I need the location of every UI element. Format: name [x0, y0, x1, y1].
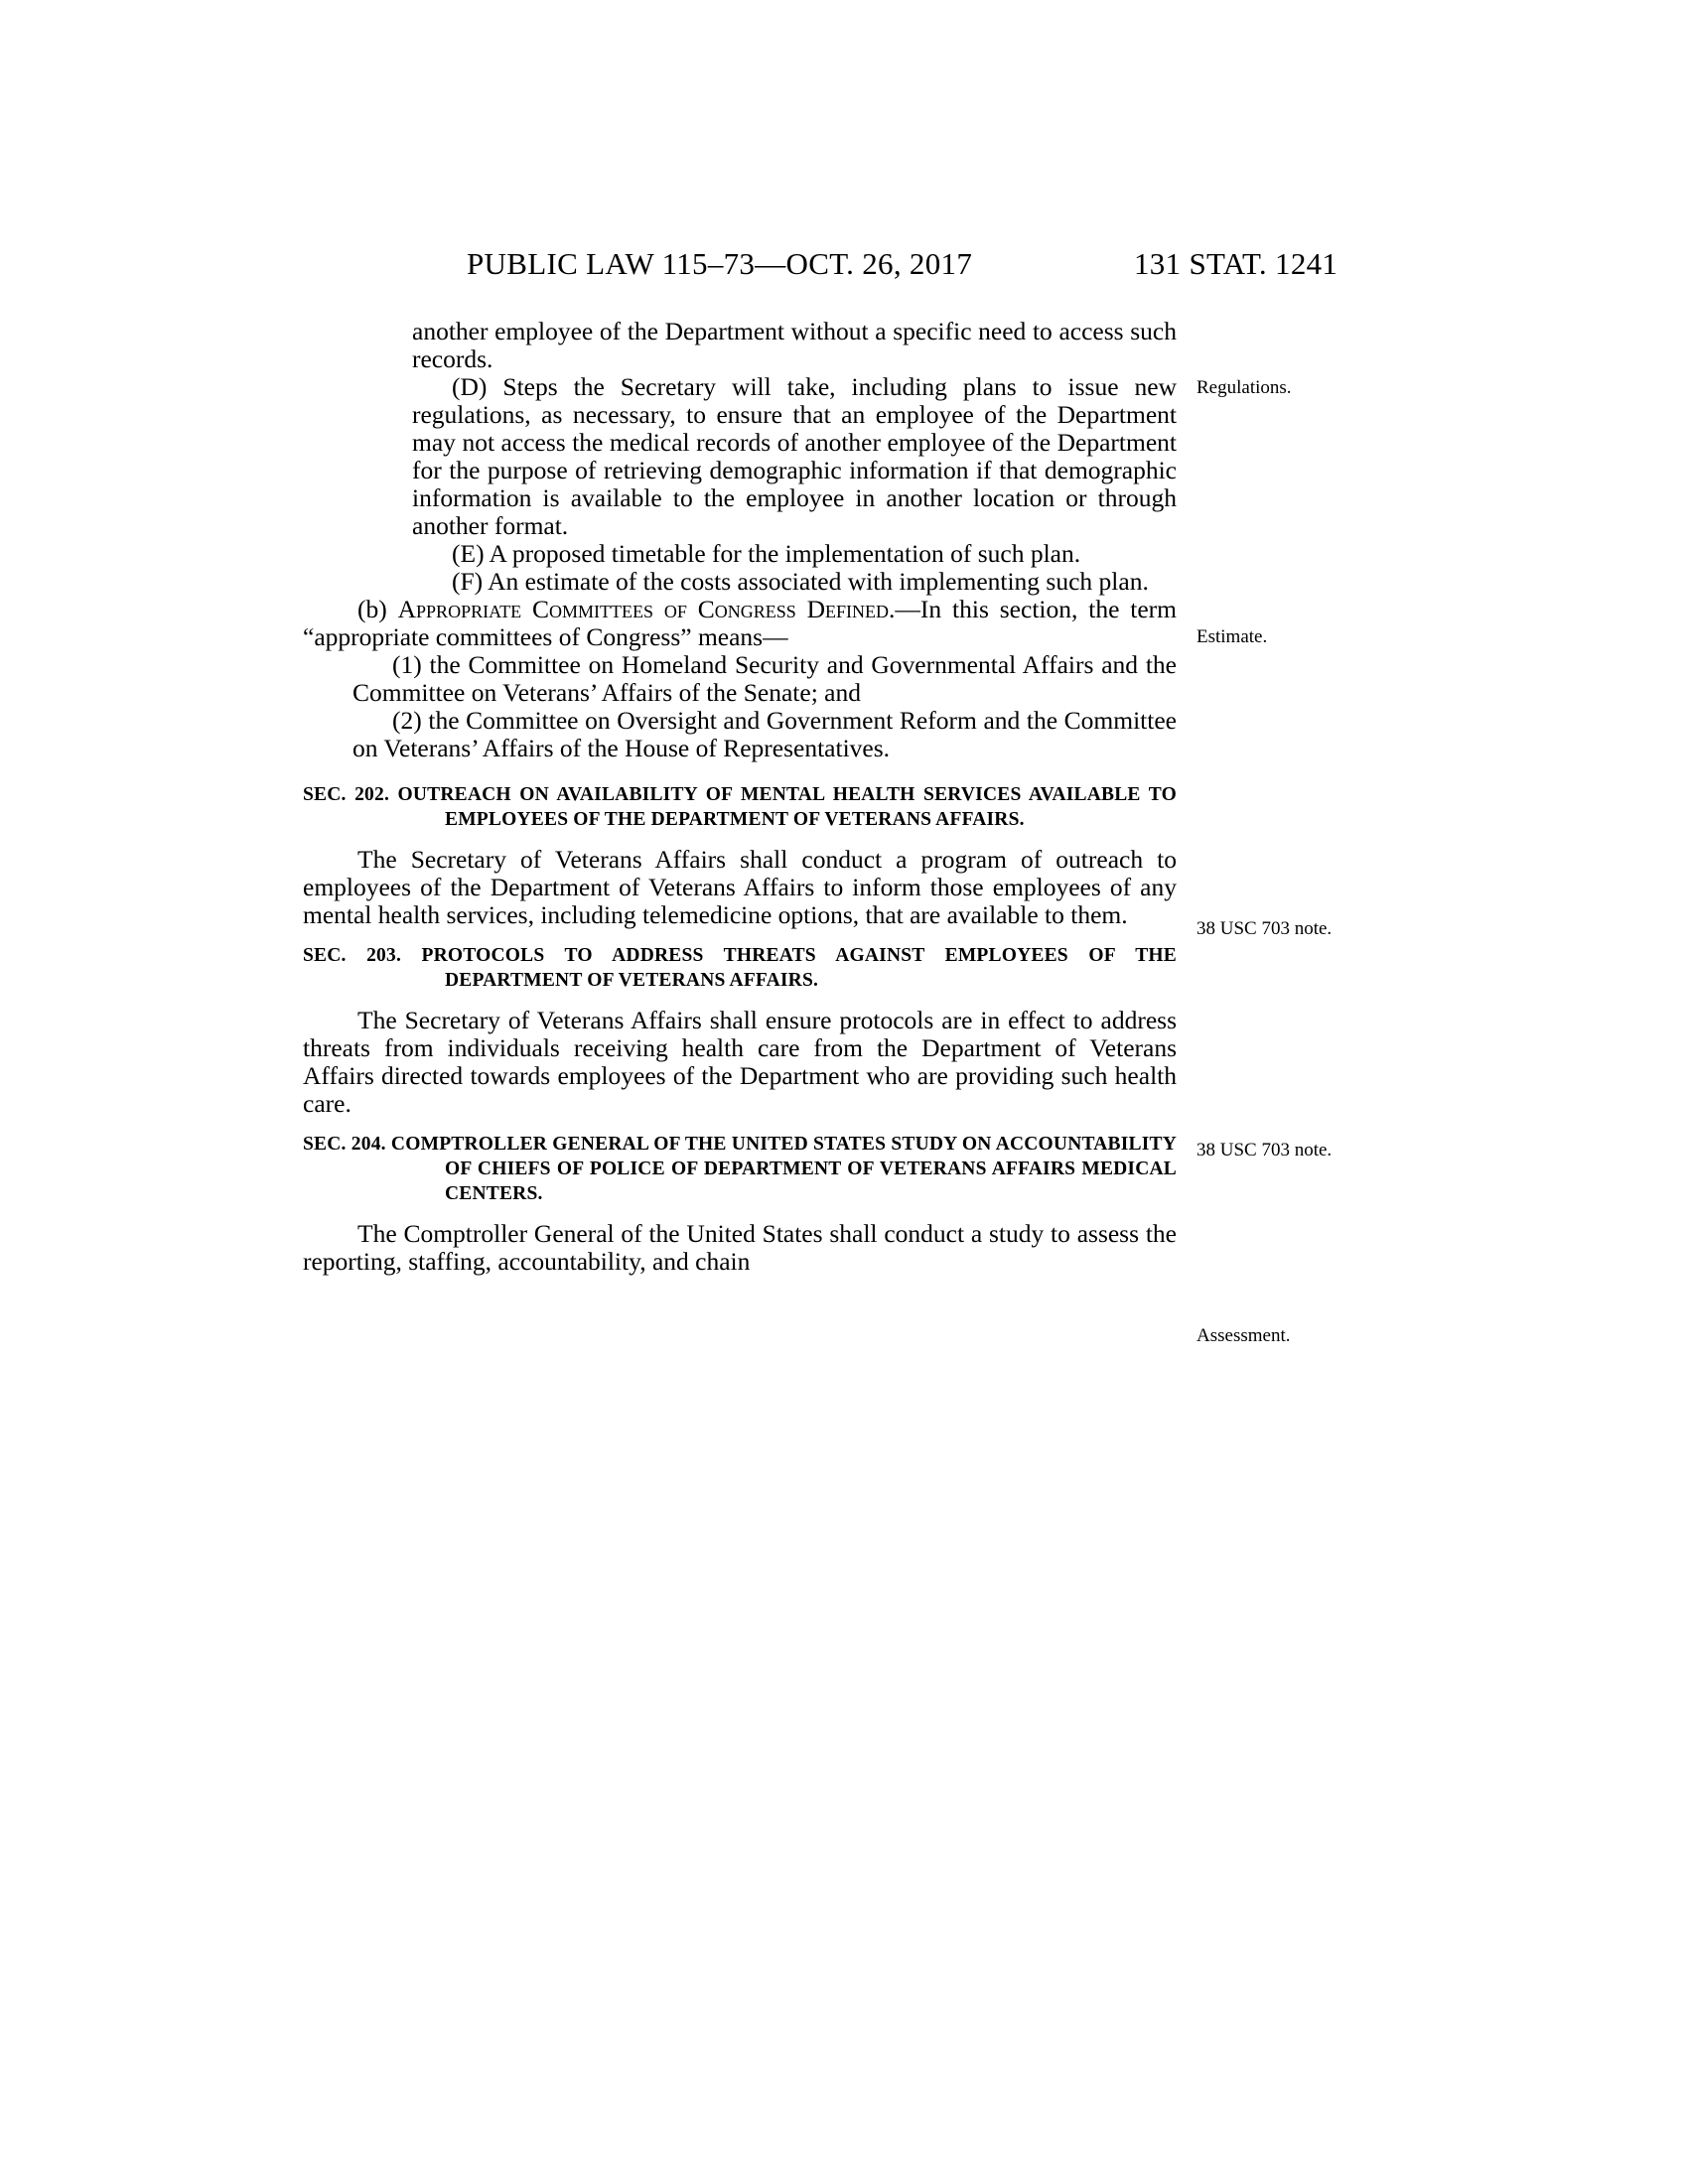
margin-note-assessment: Assessment.: [1196, 1325, 1291, 1346]
item-e-paragraph: (E) A proposed timetable for the implementation of such plan.: [452, 539, 1081, 568]
spacer: [303, 1118, 1177, 1132]
margin-note-regulations: Regulations.: [1196, 377, 1292, 398]
section-204-text: The Comptroller General of the United States shall conduct a study to assess the reporting, staffing, accountability, and chain: [303, 1219, 1177, 1276]
spacer: [303, 1206, 1177, 1220]
margin-note-estimate: Estimate.: [1196, 626, 1268, 647]
section-203-heading: SEC. 203. PROTOCOLS TO ADDRESS THREATS AGAINST EMPLOYEES OF THE DEPARTMENT OF VETERANS AFFAIRS.: [303, 945, 1177, 991]
spacer: [303, 929, 1177, 943]
item-1-paragraph: (1) the Committee on Homeland Security and Governmental Affairs and the Committee on Veterans’ Affairs of the Senate; and: [352, 650, 1177, 707]
section-204-heading: SEC. 204. COMPTROLLER GENERAL OF THE UNITED STATES STUDY ON ACCOUNTABILITY OF CHIEFS OF POLICE OF DEPARTMENT OF VETERANS AFFAIRS MEDICAL CENTERS.: [303, 1134, 1177, 1204]
document-body: [303, 318, 1177, 1276]
subsection-b-heading: Appropriate Committees of Congress Defined.: [397, 595, 896, 623]
subsection-b-label: (b): [357, 595, 398, 623]
section-202-text: The Secretary of Veterans Affairs shall conduct a program of outreach to employees of the Department of Veterans Affairs to inform those employees of any mental health services, including telemedicine options, that are available to them.: [303, 845, 1177, 929]
spacer: [303, 762, 1177, 782]
page-header-title: PUBLIC LAW 115–73—OCT. 26, 2017: [467, 246, 973, 281]
item-2-paragraph: (2) the Committee on Oversight and Government Reform and the Committee on Veterans’ Affairs of the House of Representatives.: [352, 706, 1177, 762]
item-d-paragraph: (D) Steps the Secretary will take, including plans to issue new regulations, as necessary, to ensure that an employee of the Department may not access the medical records of another employee of the Department for the purpose of retrieving demographic information if that demographic information is available to the employee in another location or through another format.: [412, 372, 1177, 540]
item-f-paragraph: (F) An estimate of the costs associated with implementing such plan.: [452, 567, 1149, 596]
page-header-stat: 131 STAT. 1241: [1134, 246, 1338, 281]
spacer: [303, 832, 1177, 846]
continuation-paragraph: another employee of the Department without a specific need to access such records.: [412, 317, 1177, 373]
subsection-b-text: —In this section, the term “appropriate committees of Congress” means—: [303, 595, 1178, 651]
section-203-text: The Secretary of Veterans Affairs shall ensure protocols are in effect to address threats from individuals receiving health care from the Department of Veterans Affairs directed towards employees of the Department who are providing such health care.: [303, 1006, 1177, 1118]
margin-note-usc-203: 38 USC 703 note.: [1196, 1140, 1333, 1160]
section-202-heading: SEC. 202. OUTREACH ON AVAILABILITY OF MENTAL HEALTH SERVICES AVAILABLE TO EMPLOYEES OF THE DEPARTMENT OF VETERANS AFFAIRS.: [303, 784, 1177, 830]
margin-note-usc-202: 38 USC 703 note.: [1196, 918, 1333, 939]
spacer: [303, 993, 1177, 1007]
subsection-b-paragraph: [303, 596, 1177, 651]
